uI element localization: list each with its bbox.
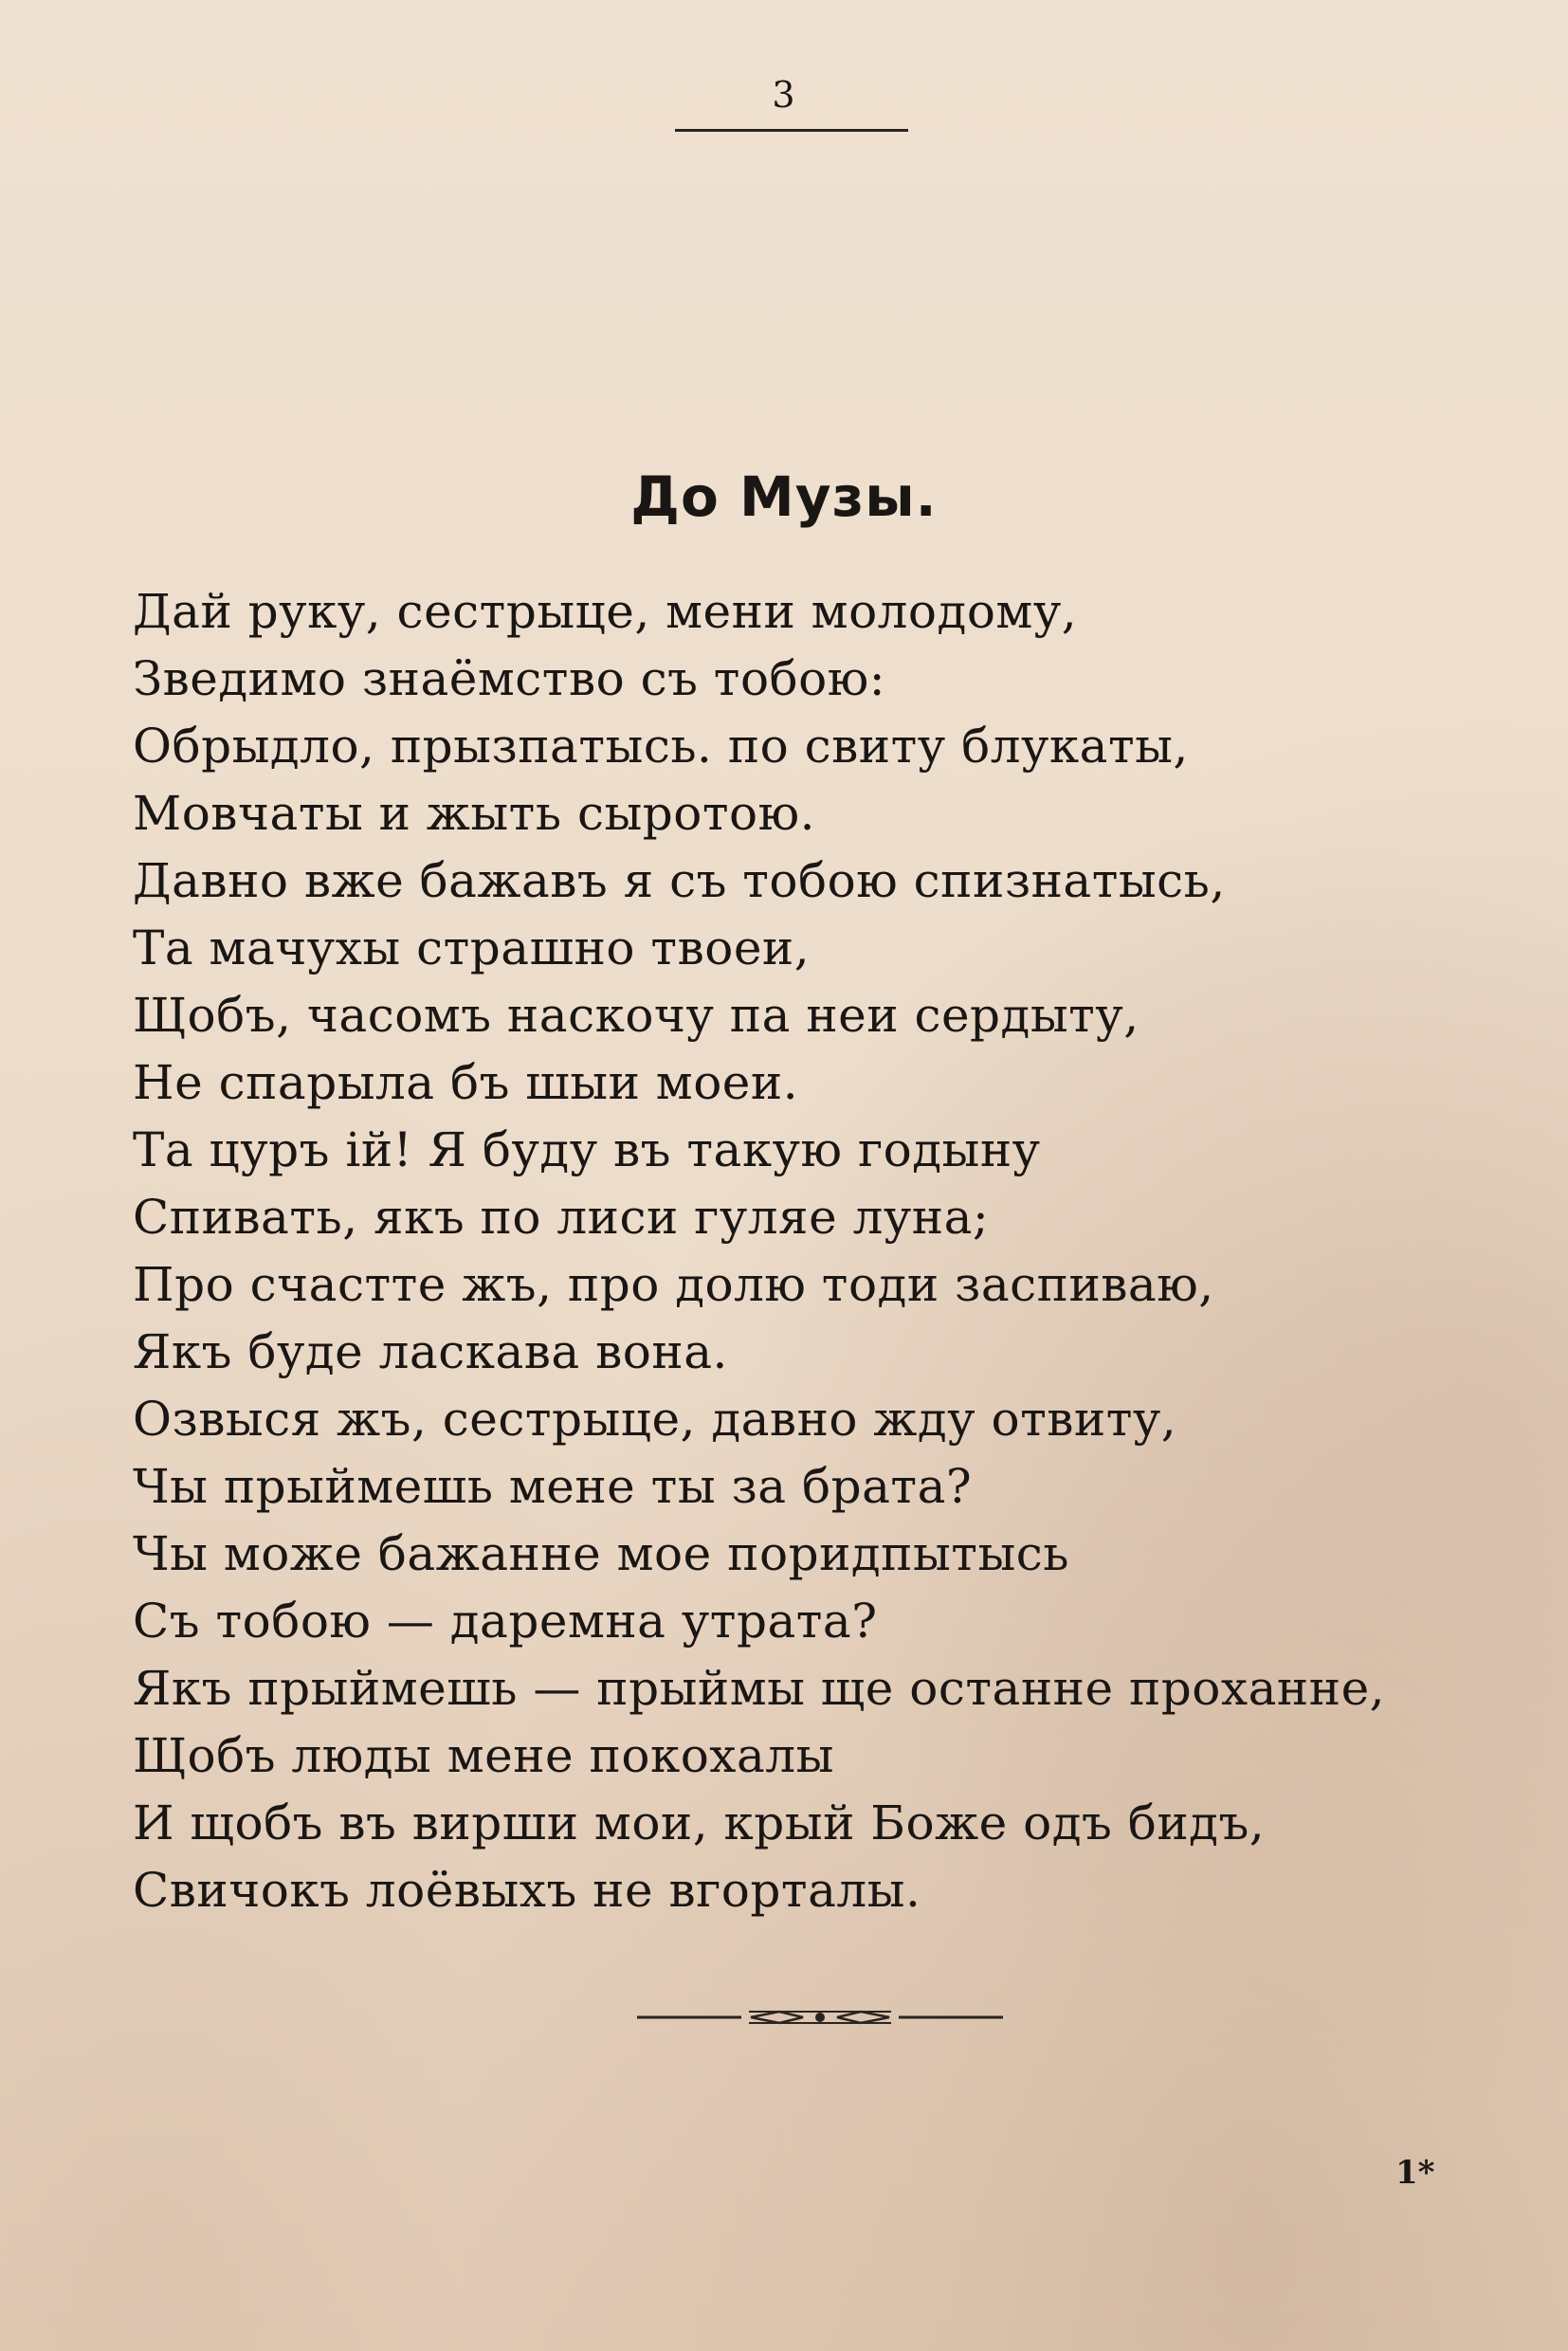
printer-signature-mark: 1* bbox=[1395, 2154, 1435, 2192]
poem-line: Щобъ, часомъ наскочу па неи сердыту, bbox=[133, 988, 1140, 1043]
poem-line: Зведимо знаёмство съ тобою: bbox=[133, 651, 886, 706]
poem-line: Чы прыймешь мене ты за брата? bbox=[133, 1459, 973, 1514]
poem-line: Та мачухы страшно твоеи, bbox=[133, 920, 811, 975]
poem-line: Та цуръ ій! Я буду въ такую годыну bbox=[133, 1122, 1041, 1177]
poem-body bbox=[133, 578, 1479, 1924]
poem-line: Озвыся жъ, сестрыце, давно жду отвиту, bbox=[133, 1392, 1177, 1447]
poem-line: Про счастте жъ, про долю тоди заспиваю, bbox=[133, 1257, 1214, 1312]
poem-line: Якъ прыймешь — прыймы ще останне проханне, bbox=[133, 1661, 1386, 1716]
poem-line: Давно вже бажавъ я съ тобою спизнатысь, bbox=[133, 853, 1226, 908]
poem-line: Съ тобою — даремна утрата? bbox=[133, 1594, 878, 1649]
poem-line: Щобъ люды мене покохалы bbox=[133, 1728, 834, 1783]
poem-line: Свичокъ лоёвыхъ не вгорталы. bbox=[133, 1863, 921, 1918]
poem-line: Обрыдло, прызпатысь. по свиту блукаты, bbox=[133, 719, 1189, 774]
poem-line: Чы може бажанне мое поридпытысь bbox=[133, 1526, 1069, 1581]
poem-line: Не спарыла бъ шыи моеи. bbox=[133, 1055, 799, 1110]
poem-line: Якъ буде ласкава вона. bbox=[133, 1324, 728, 1379]
header-rule bbox=[675, 129, 908, 132]
poem-line: Мовчаты и жыть сыротою. bbox=[133, 786, 816, 841]
poem-line: И щобъ въ вирши мои, крый Боже одъ бидъ, bbox=[133, 1795, 1266, 1850]
poem-title: До Музы. bbox=[630, 465, 938, 529]
poem-line: Дай руку, сестрыце, мени молодому, bbox=[133, 584, 1078, 639]
ornament-divider bbox=[637, 1998, 1003, 2036]
page-number: 3 bbox=[772, 74, 796, 116]
poem-line: Спивать, якъ по лиси гуляе луна; bbox=[133, 1190, 990, 1245]
